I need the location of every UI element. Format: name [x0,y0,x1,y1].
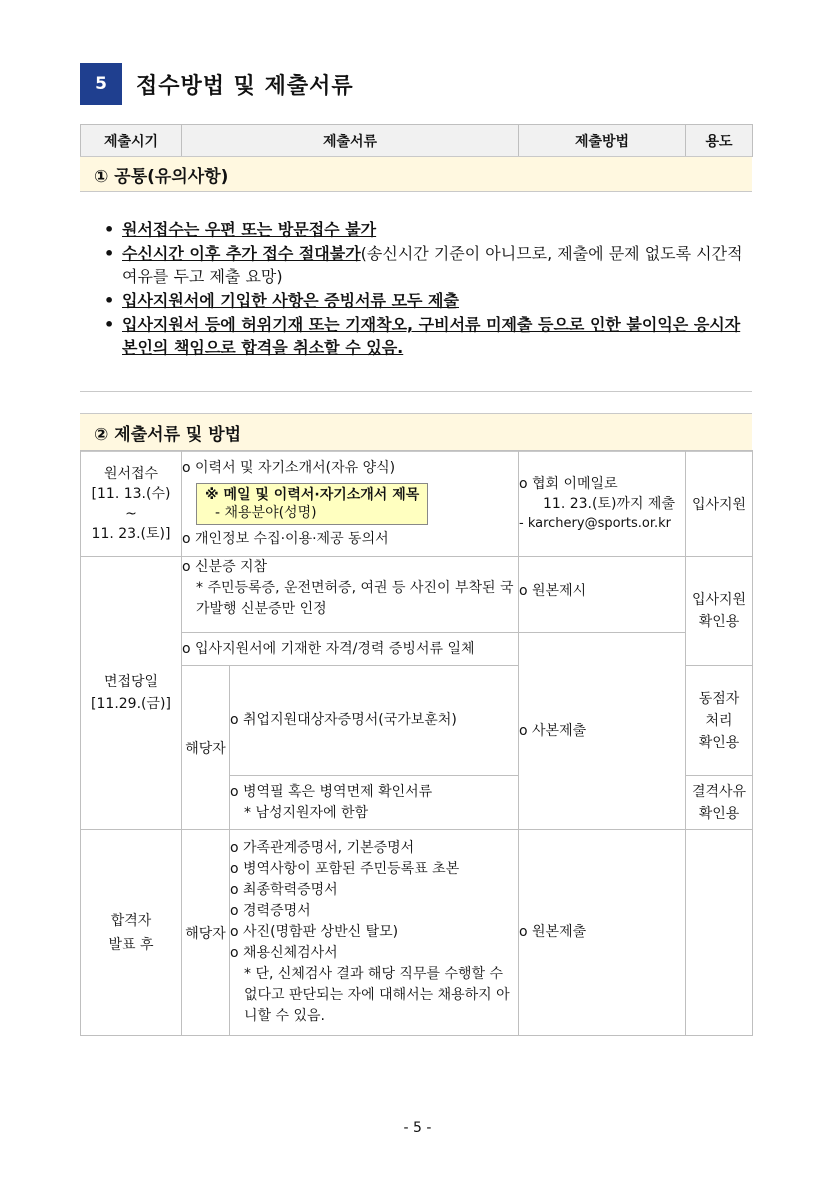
section-heading [80,63,354,105]
note-item: • 입사지원서에 기입한 사항은 증빙서류 모두 제출 [100,289,752,312]
method-apply: o 협회 이메일로 11. 23.(토)까지 제출 - karchery@sports.or.kr [519,451,686,557]
docs-apply: o 이력서 및 자기소개서(자유 양식) ※ 메일 및 이력서·자기소개서 제목 - 채용분야(성명) o 개인정보 수집·이용·제공 동의서 [182,451,519,557]
header-col-docs: 제출서류 [182,125,519,157]
note-item: • 수신시간 이후 추가 접수 절대불가(송신시간 기준이 아니므로, 제출에 문제 없도록 시간적 여유를 두고 제출 요망) [100,242,752,288]
header-col-method: 제출방법 [519,125,686,157]
docs-band [80,413,752,452]
time-interview: 면접당일 [11.29.(금)] [81,557,182,830]
docs-table [80,450,753,1036]
notes-list [100,218,752,360]
method-copy: o 사본제출 [519,633,686,830]
header-table [80,124,753,157]
note-item: • 원서접수는 우편 또는 방문접수 불가 [100,218,752,241]
applicable-interview: 해당자 [182,666,230,830]
doc-id: o 신분증 지참 * 주민등록증, 운전면허증, 여권 등 사진이 부착된 국가발행 신분증만 인정 [182,557,519,633]
header-col-time: 제출시기 [81,125,182,157]
title-note-box: ※ 메일 및 이력서·자기소개서 제목 - 채용분야(성명) [196,483,428,525]
header-col-use: 용도 [686,125,753,157]
docs-title: ② 제출서류 및 방법 [94,425,242,445]
doc-certs: o 입사지원서에 기재한 자격/경력 증빙서류 일체 [182,633,519,666]
common-band [80,156,752,192]
method-after: o 원본제출 [519,830,686,1036]
use-veteran: 동점자 처리 확인용 [686,666,753,776]
use-after [686,830,753,1036]
time-after: 합격자 발표 후 [81,830,182,1036]
time-apply: 원서접수 [11. 13.(수) ~ 11. 23.(토)] [81,451,182,557]
section-number: 5 [80,63,122,105]
use-apply: 입사지원 [686,451,753,557]
note-item: • 입사지원서 등에 허위기재 또는 기재착오, 구비서류 미제출 등으로 인한 불이익은 응시자 본인의 책임으로 합격을 취소할 수 있음. [100,313,752,359]
divider [80,391,752,392]
use-id: 입사지원 확인용 [686,557,753,666]
common-title: ① 공통(유의사항) [94,166,229,187]
section-title: 접수방법 및 제출서류 [136,73,354,99]
use-military: 결격사유 확인용 [686,776,753,830]
doc-military: o 병역필 혹은 병역면제 확인서류 * 남성지원자에 한함 [230,776,519,830]
page-number: - 5 - [403,1120,432,1136]
doc-veteran: o 취업지원대상자증명서(국가보훈처) [230,666,519,776]
method-id: o 원본제시 [519,557,686,633]
applicable-after: 해당자 [182,830,230,1036]
docs-after: o 가족관계증명서, 기본증명서 o 병역사항이 포함된 주민등록표 초본 o 최종학력증명서 o 경력증명서 o 사진(명함판 상반신 탈모) o 채용신체검사서 * 단, 신체검사 결과 해당 직무를 수행할 수 없다고 판단되는 자에 대해서는 채용하지 아니할 수 있음. [230,830,519,1036]
